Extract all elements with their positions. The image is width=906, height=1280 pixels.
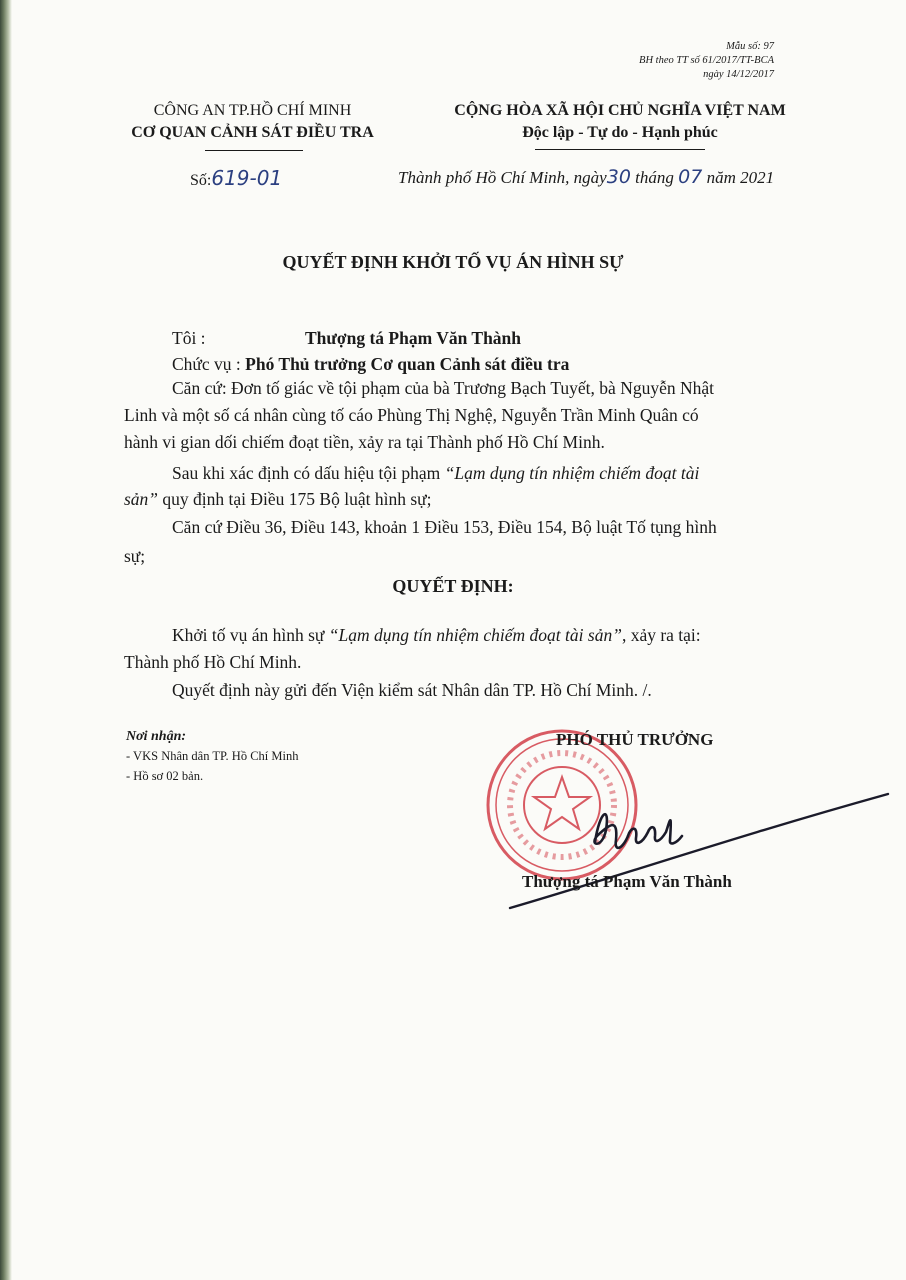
date-month-label: tháng bbox=[635, 168, 674, 187]
recipient-item: - VKS Nhân dân TP. Hồ Chí Minh bbox=[126, 749, 299, 763]
issuer-name: Thượng tá Phạm Văn Thành bbox=[305, 328, 522, 348]
decision-line-3: Quyết định này gửi đến Viện kiểm sát Nhân dân TP. Hồ Chí Minh. /. bbox=[172, 680, 652, 700]
position-label: Chức vụ : bbox=[172, 354, 241, 374]
decision-heading: QUYẾT ĐỊNH: bbox=[392, 576, 514, 596]
signature-title: PHÓ THỦ TRƯỞNG bbox=[556, 730, 714, 749]
date-line bbox=[398, 166, 774, 188]
decision-line-1 bbox=[172, 625, 701, 646]
handwritten-signature bbox=[500, 780, 820, 920]
finding-prefix: Sau khi xác định có dấu hiệu tội phạm bbox=[172, 463, 441, 483]
form-ref-number: Mẫu số: 97 bbox=[726, 41, 774, 52]
basis-line-1: Căn cứ: Đơn tố giác về tội phạm của bà Trương Bạch Tuyết, bà Nguyễn Nhật bbox=[172, 378, 714, 398]
issuer-position-line bbox=[172, 354, 569, 375]
date-month: 07 bbox=[678, 166, 703, 188]
recipients-block bbox=[126, 728, 298, 786]
form-ref-date: ngày 14/12/2017 bbox=[703, 69, 774, 80]
scan-edge-shadow bbox=[0, 0, 12, 1280]
form-reference bbox=[639, 40, 774, 82]
finding-crime-1: “Lạm dụng tín nhiệm chiếm đoạt tài bbox=[444, 463, 700, 483]
finding-line-2 bbox=[124, 489, 431, 510]
basis-line-2: Linh và một số cá nhân cùng tố cáo Phùng Thị Nghệ, Nguyễn Trần Minh Quân có bbox=[124, 405, 699, 425]
document-title: QUYẾT ĐỊNH KHỞI TỐ VỤ ÁN HÌNH SỰ bbox=[282, 252, 624, 272]
document-number bbox=[190, 166, 282, 190]
recipients-heading: Nơi nhận: bbox=[126, 729, 187, 744]
decision-suffix: , xảy ra tại: bbox=[621, 625, 701, 645]
decision-prefix: Khởi tố vụ án hình sự bbox=[172, 625, 325, 645]
national-line-1: CỘNG HÒA XÃ HỘI CHỦ NGHĨA VIỆT NAM bbox=[454, 102, 786, 119]
agency-underline bbox=[205, 150, 303, 151]
finding-crime-2: sản” bbox=[124, 489, 159, 509]
agency-line-2: CƠ QUAN CẢNH SÁT ĐIỀU TRA bbox=[131, 124, 374, 141]
national-motto: Độc lập - Tự do - Hạnh phúc bbox=[522, 124, 718, 141]
decision-crime: “Lạm dụng tín nhiệm chiếm đoạt tài sản” bbox=[328, 625, 622, 645]
doc-number-label: Số: bbox=[190, 172, 212, 189]
finding-suffix: quy định tại Điều 175 Bộ luật hình sự; bbox=[162, 489, 432, 509]
basis-line-3: hành vi gian dối chiếm đoạt tiền, xảy ra tại Thành phố Hồ Chí Minh. bbox=[124, 432, 605, 452]
date-year: năm 2021 bbox=[706, 168, 775, 187]
issuer-label: Tôi : bbox=[172, 328, 206, 348]
decision-line-2: Thành phố Hồ Chí Minh. bbox=[124, 652, 302, 672]
motto-underline bbox=[535, 149, 705, 150]
legal-basis-line-1: Căn cứ Điều 36, Điều 143, khoản 1 Điều 153, Điều 154, Bộ luật Tố tụng hình bbox=[172, 517, 717, 537]
finding-line-1 bbox=[172, 463, 699, 484]
signer-name: Thượng tá Phạm Văn Thành bbox=[522, 872, 732, 891]
form-ref-circular: BH theo TT số 61/2017/TT-BCA bbox=[639, 55, 774, 66]
date-day: 30 bbox=[606, 166, 631, 188]
legal-basis-line-2: sự; bbox=[124, 546, 146, 566]
doc-number-value: 619-01 bbox=[211, 166, 283, 190]
agency-line-1: CÔNG AN TP.HỒ CHÍ MINH bbox=[153, 102, 352, 119]
position-value: Phó Thủ trưởng Cơ quan Cảnh sát điều tra bbox=[245, 354, 570, 374]
agency-header bbox=[100, 100, 405, 144]
recipient-item: - Hồ sơ 02 bản. bbox=[126, 769, 204, 783]
date-prefix: Thành phố Hồ Chí Minh, ngày bbox=[398, 168, 607, 187]
national-header bbox=[415, 100, 825, 144]
